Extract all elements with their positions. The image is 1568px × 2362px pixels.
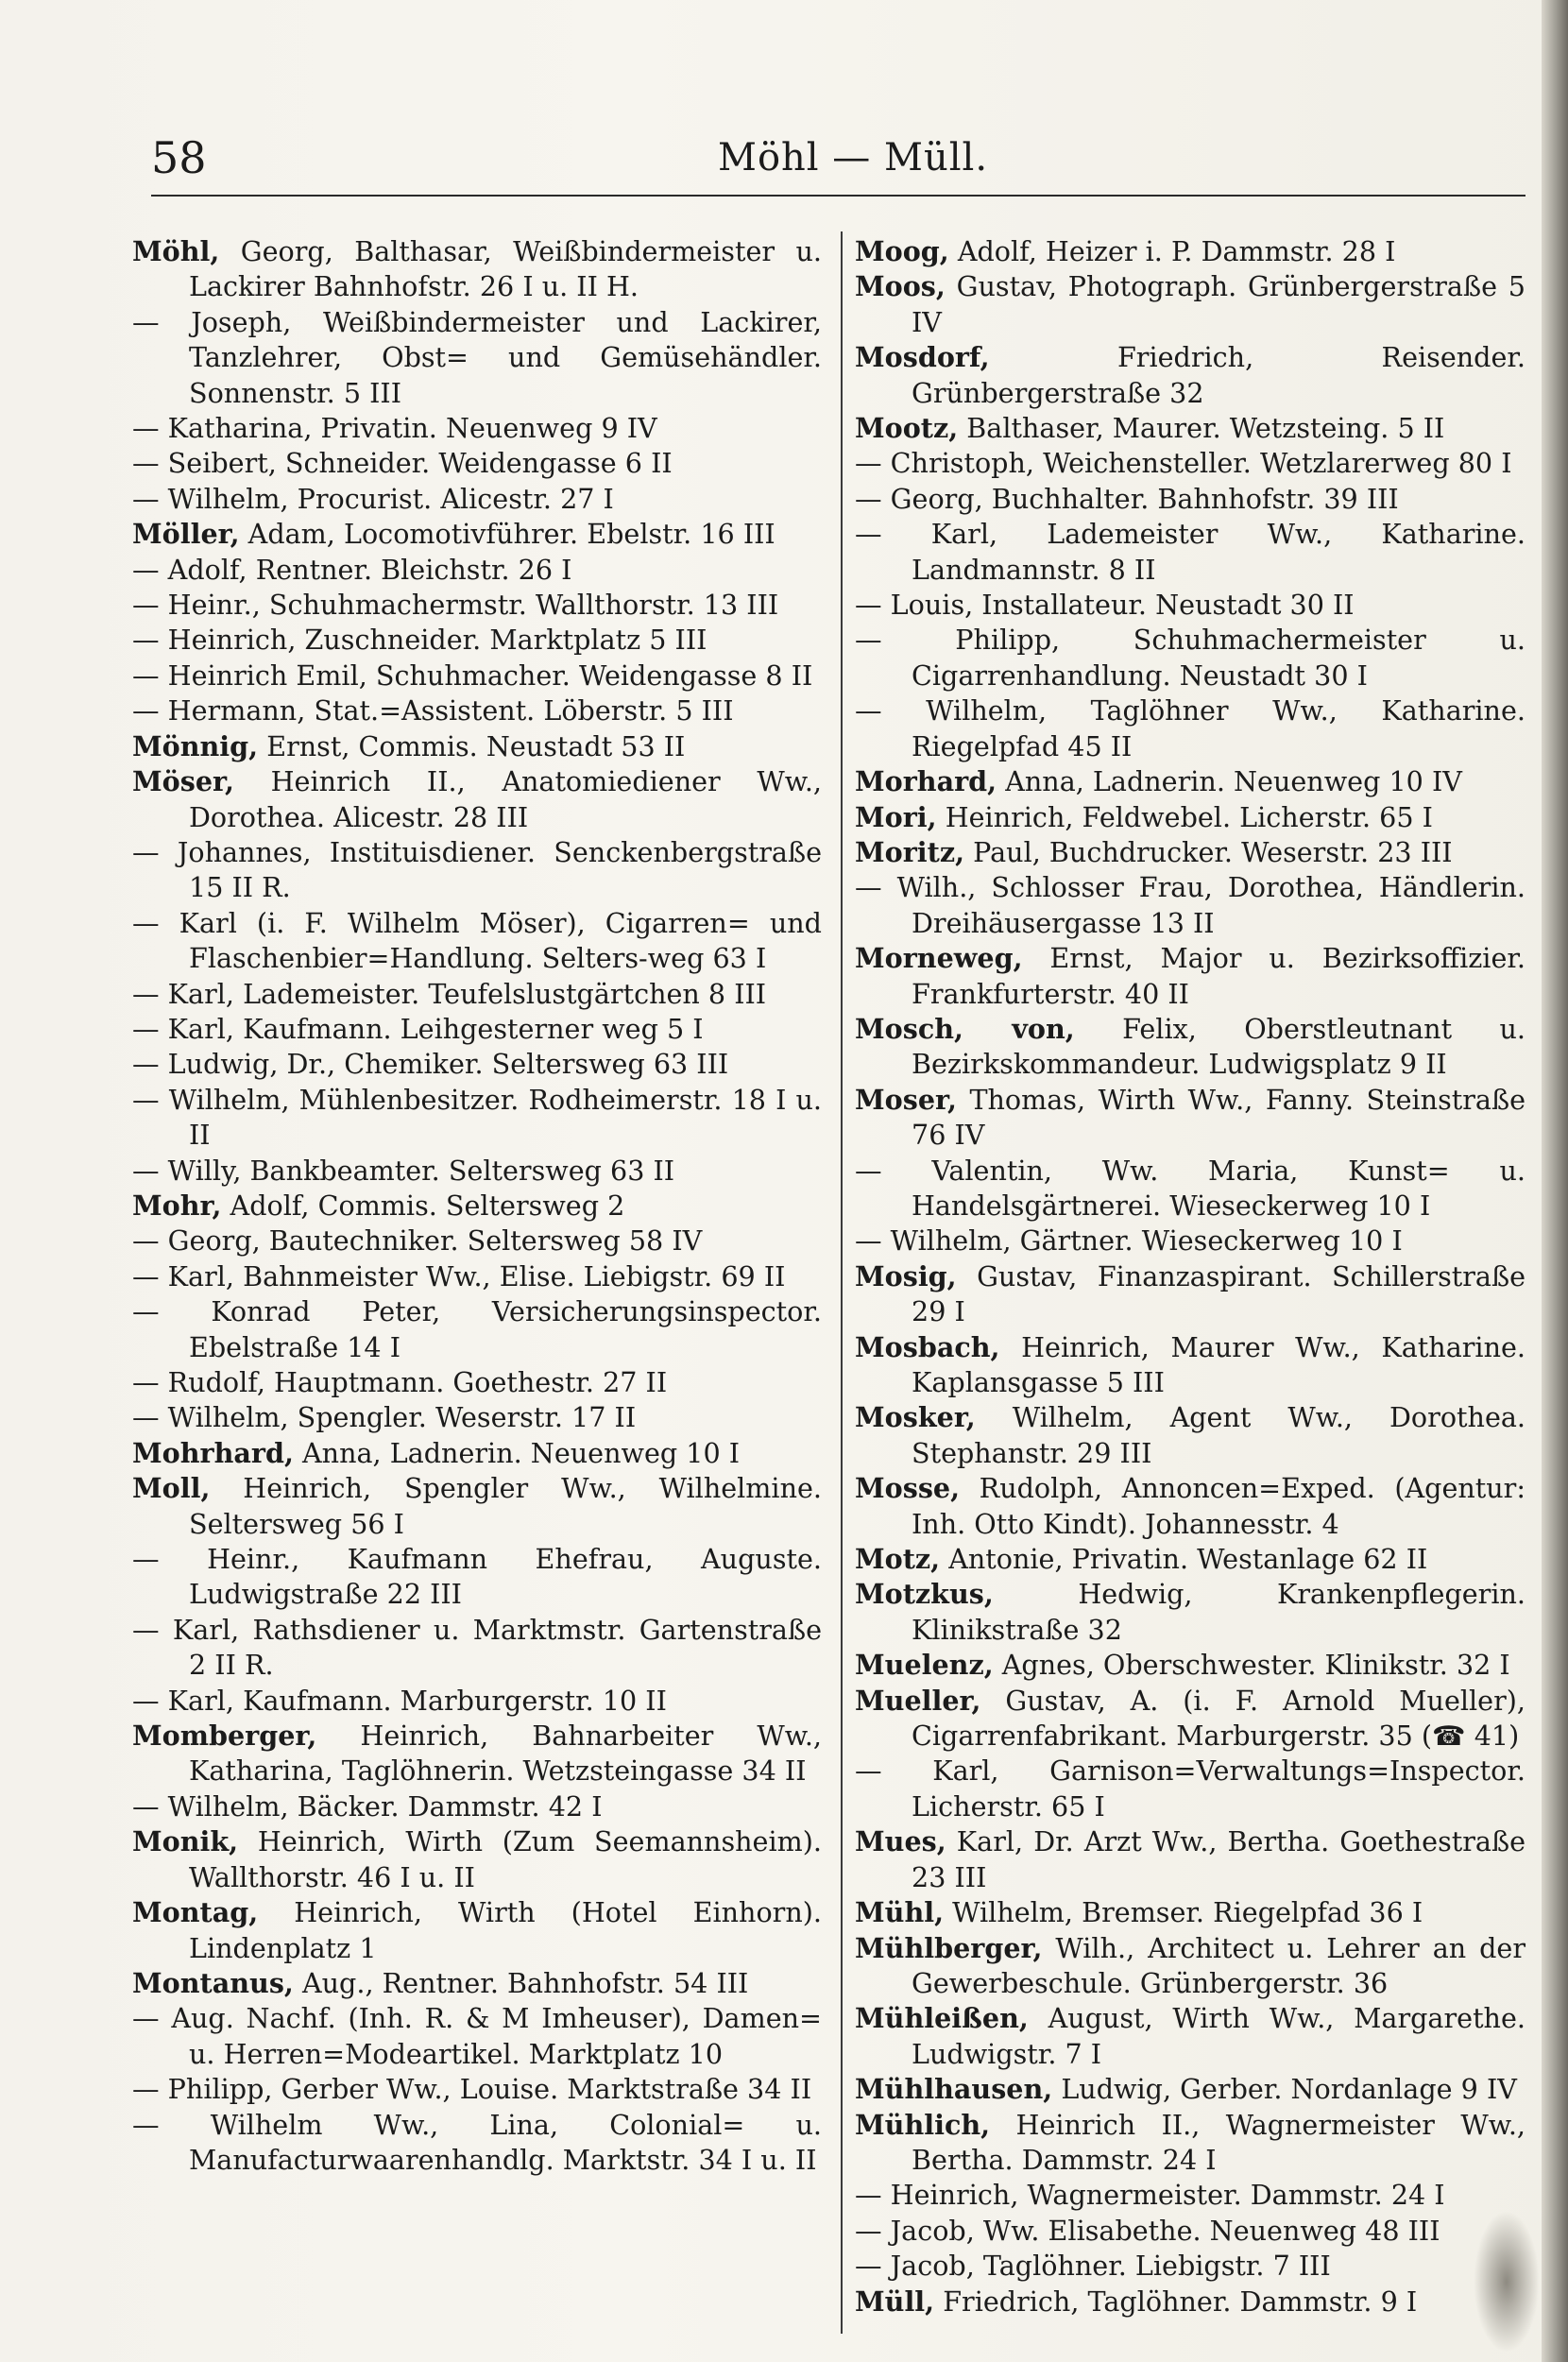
entry-details: Agnes, Oberschwester. Klinikstr. 32 I [993,1649,1510,1682]
entry-surname: Montag, [132,1896,259,1929]
entry-surname: Mühlberger, [855,1931,1043,1964]
entry-details: — Karl (i. F. Wilhelm Möser), Cigarren= und Flaschenbier=Handlung. Selters-weg 63 I [132,906,822,975]
directory-entry [855,1895,1525,1930]
directory-entry [855,2108,1525,2179]
entry-details: — Heinrich Emil, Schuhmacher. Weidengasse 8 II [132,659,813,692]
directory-entry [132,1154,822,1189]
directory-entry [132,1294,822,1365]
directory-entry [132,588,822,623]
directory-entry [132,1436,822,1471]
entry-details: — Karl, Lademeister Ww., Katharine. Landmannstr. 8 II [855,518,1525,586]
entry-surname: Morneweg, [855,942,1023,975]
running-title: Möhl — Müll. [718,136,989,180]
entry-details: — Johannes, Instituisdiener. Senckenbergstraße 15 II R. [132,835,822,904]
entry-details: — Karl, Lademeister. Teufelslustgärtchen 8 III [132,977,767,1010]
directory-entry [132,305,822,411]
directory-entry [132,659,822,693]
entry-details: — Philipp, Schuhmachermeister u. Cigarrenhandlung. Neustadt 30 I [855,624,1525,692]
entry-surname: Momberger, [132,1720,317,1753]
entry-surname: Möhl, [132,235,220,267]
directory-entry [132,1012,822,1047]
entry-details: — Wilhelm, Taglöhner Ww., Katharine. Riegelpfad 45 II [855,694,1525,762]
entry-details: Ludwig, Gerber. Nordanlage 9 IV [1052,2073,1517,2106]
directory-entry [132,446,822,481]
entry-details: Adolf, Commis. Seltersweg 2 [221,1189,625,1222]
directory-entry [132,1895,822,1966]
directory-entry [855,870,1525,941]
entry-details: — Karl, Kaufmann. Leihgesterner weg 5 I [132,1012,704,1045]
entry-details: — Wilhelm, Mühlenbesitzer. Rodheimerstr. 18 I u. II [132,1083,822,1152]
entry-details: — Georg, Buchhalter. Bahnhofstr. 39 III [855,482,1399,515]
directory-entry [132,2108,822,2179]
directory-entry [132,977,822,1012]
entry-details: Hedwig, Krankenpflegerin. Klinikstraße 32 [912,1578,1525,1646]
entry-details: Aug., Rentner. Bahnhofstr. 54 III [293,1966,749,1999]
entry-details: Heinrich, Wirth (Zum Seemannsheim). Wallthorstr. 46 I u. II [189,1825,822,1893]
directory-entry [855,1012,1525,1083]
entry-details: — Aug. Nachf. (Inh. R. & M Imheuser), Damen= u. Herren=Modeartikel. Marktplatz 10 [132,2002,822,2070]
directory-entry [132,553,822,588]
directory-entry [132,835,822,906]
entry-surname: Mosdorf, [855,341,990,374]
entry-details: Wilh., Architect u. Lehrer an der Gewerbeschule. Grünbergerstr. 36 [912,1931,1525,1999]
entry-surname: Moritz, [855,835,965,868]
entry-details: — Karl, Rathsdiener u. Marktmstr. Gartenstraße 2 II R. [132,1613,822,1682]
entry-details: Paul, Buchdrucker. Weserstr. 23 III [964,835,1453,868]
entry-details: — Karl, Garnison=Verwaltungs=Inspector. Licherstr. 65 I [855,1754,1525,1823]
entry-details: Adolf, Heizer i. P. Dammstr. 28 I [948,235,1396,267]
directory-entry [855,269,1525,340]
directory-entry [132,1966,822,2001]
entry-surname: Mootz, [855,412,959,445]
directory-entry [132,693,822,728]
entry-surname: Mühlich, [855,2108,991,2141]
directory-entry [132,1259,822,1294]
directory-entry [855,1684,1525,1754]
directory-entry [855,1577,1525,1648]
entry-details: Felix, Oberstleutnant u. Bezirkskommandeur. Ludwigsplatz 9 II [912,1012,1525,1081]
entry-details: Wilhelm, Bremser. Riegelpfad 36 I [944,1896,1423,1929]
directory-entry [855,446,1525,481]
directory-entry [132,1824,822,1895]
directory-entry [132,764,822,835]
entry-details: — Wilh., Schlosser Frau, Dorothea, Händlerin. Dreihäusergasse 13 II [855,871,1525,939]
entry-surname: Möller, [132,518,240,551]
directory-entry [132,1613,822,1684]
directory-entry [132,1224,822,1258]
entry-details: Thomas, Wirth Ww., Fanny. Steinstraße 76 IV [912,1083,1525,1152]
entry-details: — Heinrich, Zuschneider. Marktplatz 5 III [132,624,707,657]
left-column [132,234,822,2178]
directory-entry [132,1047,822,1082]
directory-entry [855,1542,1525,1577]
directory-entry [855,1931,1525,2002]
page-number: 58 [151,132,207,183]
directory-entry [132,1719,822,1789]
directory-entry [855,764,1525,799]
directory-entry [855,340,1525,411]
directory-entry [132,517,822,552]
entry-details: — Adolf, Rentner. Bleichstr. 26 I [132,553,572,586]
entry-details: August, Wirth Ww., Margarethe. Ludwigstr. 7 I [912,2002,1525,2070]
directory-entry [855,1154,1525,1224]
entry-details: — Heinrich, Wagnermeister. Dammstr. 24 I [855,2179,1445,2212]
entry-details: Ernst, Commis. Neustadt 53 II [258,729,686,762]
entry-surname: Mori, [855,800,937,833]
entry-details: Antonie, Privatin. Westanlage 62 II [940,1543,1428,1576]
directory-entry [855,693,1525,764]
entry-details: — Rudolf, Hauptmann. Goethestr. 27 II [132,1366,668,1398]
entry-details: Heinrich, Bahnarbeiter Ww., Katharina, Taglöhnerin. Wetzsteingasse 34 II [189,1720,822,1788]
entry-surname: Muelenz, [855,1649,994,1682]
directory-entry [132,482,822,517]
directory-entry [132,729,822,764]
entry-surname: Mohrhard, [132,1436,294,1469]
entry-details: — Valentin, Ww. Maria, Kunst= u. Handelsgärtnerei. Wieseckerweg 10 I [855,1154,1525,1222]
entry-details: — Wilhelm, Spengler. Weserstr. 17 II [132,1401,637,1434]
directory-entry [855,1330,1525,1401]
entry-details: — Ludwig, Dr., Chemiker. Seltersweg 63 III [132,1048,729,1081]
entry-surname: Moser, [855,1083,957,1116]
entry-surname: Mues, [855,1825,946,1858]
directory-entry [132,1365,822,1400]
page-header [151,132,1474,189]
entry-details: — Heinr., Schuhmachermstr. Wallthorstr. 13 III [132,589,779,622]
entry-surname: Mohr, [132,1189,222,1222]
entry-details: — Philipp, Gerber Ww., Louise. Marktstraße 34 II [132,2073,812,2106]
entry-details: Heinrich, Wirth (Hotel Einhorn). Lindenplatz 1 [189,1896,822,1964]
entry-surname: Montanus, [132,1966,294,1999]
entry-details: Friedrich, Taglöhner. Dammstr. 9 I [934,2285,1418,2318]
entry-surname: Mosch, von, [855,1012,1075,1045]
entry-details: — Wilhelm, Procurist. Alicestr. 27 I [132,482,614,515]
directory-entry [855,1259,1525,1330]
directory-entry [855,482,1525,517]
entry-details: Gustav, Finanzaspirant. Schillerstraße 29 I [912,1259,1525,1328]
entry-details: — Seibert, Schneider. Weidengasse 6 II [132,447,673,480]
page-stain [1474,2211,1540,2353]
entry-surname: Mosker, [855,1401,976,1434]
entry-surname: Mosbach, [855,1330,1000,1363]
entry-details: Heinrich II., Wagnermeister Ww., Bertha. Dammstr. 24 I [912,2108,1525,2176]
entry-details: Heinrich II., Anatomiediener Ww., Dorothea. Alicestr. 28 III [189,765,822,833]
entry-details: — Jacob, Taglöhner. Liebigstr. 7 III [855,2250,1331,2283]
directory-entry [132,623,822,658]
directory-entry [132,906,822,977]
directory-entry [855,2249,1525,2284]
entry-surname: Mosig, [855,1259,957,1292]
directory-entry [855,1471,1525,1542]
entry-details: — Katharina, Privatin. Neuenweg 9 IV [132,412,657,445]
directory-entry [132,411,822,446]
directory-entry [132,1684,822,1719]
entry-details: — Heinr., Kaufmann Ehefrau, Auguste. Ludwigstraße 22 III [132,1543,822,1611]
directory-entry [855,2285,1525,2319]
directory-entry [855,1824,1525,1895]
entry-surname: Mosse, [855,1472,961,1505]
entry-surname: Moos, [855,270,946,303]
entry-details: Wilhelm, Agent Ww., Dorothea. Stephanstr. 29 III [912,1401,1525,1469]
directory-entry [132,2001,822,2072]
entry-details: — Joseph, Weißbindermeister und Lackirer, Tanzlehrer, Obst= und Gemüsehändler. Sonnenstr. 5 III [132,305,822,409]
directory-entry [855,234,1525,269]
entry-details: — Jacob, Ww. Elisabethe. Neuenweg 48 III [855,2214,1440,2247]
entry-details: Friedrich, Reisender. Grünbergerstraße 32 [912,341,1525,409]
directory-entry [132,1789,822,1824]
entry-details: Ernst, Major u. Bezirksoffizier. Frankfurterstr. 40 II [912,942,1525,1010]
entry-details: Gustav, A. (i. F. Arnold Mueller), Cigarrenfabrikant. Marburgerstr. 35 (☎ 41) [912,1684,1525,1753]
entry-surname: Monik, [132,1825,239,1858]
entry-surname: Motzkus, [855,1578,994,1611]
directory-entry [132,1542,822,1613]
entry-surname: Morhard, [855,765,997,798]
entry-details: Georg, Balthasar, Weißbindermeister u. Lackirer Bahnhofstr. 26 I u. II H. [189,235,822,303]
entry-details: — Wilhelm, Gärtner. Wieseckerweg 10 I [855,1224,1403,1258]
entry-details: — Karl, Kaufmann. Marburgerstr. 10 II [132,1684,667,1717]
directory-entry [855,2178,1525,2213]
entry-details: — Wilhelm, Bäcker. Dammstr. 42 I [132,1789,603,1823]
entry-details: — Konrad Peter, Versicherungsinspector. Ebelstraße 14 I [132,1295,822,1363]
entry-surname: Motz, [855,1543,941,1576]
entry-details: Heinrich, Feldwebel. Licherstr. 65 I [936,800,1433,833]
entry-details: — Wilhelm Ww., Lina, Colonial= u. Manufacturwaarenhandlg. Marktstr. 34 I u. II [132,2108,822,2176]
directory-entry [132,1189,822,1224]
column-divider [841,231,843,2334]
entry-details: Rudolph, Annoncen=Exped. (Agentur: Inh. Otto Kindt). Johannesstr. 4 [912,1472,1525,1540]
entry-details: Gustav, Photograph. Grünbergerstraße 5 IV [912,270,1525,338]
entry-details: Adam, Locomotivführer. Ebelstr. 16 III [239,518,775,551]
header-rule [151,195,1525,197]
directory-entry [855,2072,1525,2107]
entry-surname: Mueller, [855,1684,981,1717]
entry-details: — Hermann, Stat.=Assistent. Löberstr. 5 III [132,694,734,727]
directory-entry [855,1083,1525,1154]
entry-surname: Moog, [855,235,949,267]
directory-entry [855,1224,1525,1258]
entry-details: — Karl, Bahnmeister Ww., Elise. Liebigstr. 69 II [132,1259,786,1292]
entry-surname: Mühleißen, [855,2002,1029,2035]
right-column [855,234,1525,2319]
directory-entry [132,2072,822,2107]
entry-details: — Georg, Bautechniker. Seltersweg 58 IV [132,1224,703,1258]
directory-entry [855,941,1525,1012]
directory-entry [855,1648,1525,1683]
directory-entry [855,588,1525,623]
directory-entry [132,1400,822,1435]
entry-surname: Müll, [855,2285,935,2318]
entry-details: Anna, Ladnerin. Neuenweg 10 IV [997,765,1462,798]
page-edge [1542,0,1568,2362]
directory-entry [855,1754,1525,1824]
entry-details: Karl, Dr. Arzt Ww., Bertha. Goethestraße 23 III [912,1825,1525,1893]
entry-surname: Mönnig, [132,729,259,762]
directory-entry [855,411,1525,446]
directory-entry [132,1471,822,1542]
entry-details: Heinrich, Maurer Ww., Katharine. Kaplansgasse 5 III [912,1330,1525,1398]
entry-surname: Mühlhausen, [855,2073,1053,2106]
entry-surname: Möser, [132,765,234,798]
directory-entry [855,2214,1525,2249]
entry-surname: Mühl, [855,1896,945,1929]
entry-details: — Willy, Bankbeamter. Seltersweg 63 II [132,1154,675,1187]
directory-entry [855,517,1525,588]
directory-entry [132,234,822,305]
directory-entry [855,800,1525,835]
entry-details: — Christoph, Weichensteller. Wetzlarerweg 80 I [855,447,1512,480]
entry-details: Heinrich, Spengler Ww., Wilhelmine. Seltersweg 56 I [189,1472,822,1540]
directory-entry [855,2001,1525,2072]
entry-details: — Louis, Installateur. Neustadt 30 II [855,589,1355,622]
directory-entry [855,623,1525,693]
entry-details: Balthaser, Maurer. Wetzsteing. 5 II [958,412,1445,445]
directory-entry [855,835,1525,870]
entry-details: Anna, Ladnerin. Neuenweg 10 I [293,1436,741,1469]
entry-surname: Moll, [132,1472,211,1505]
directory-entry [855,1400,1525,1471]
directory-entry [132,1083,822,1154]
